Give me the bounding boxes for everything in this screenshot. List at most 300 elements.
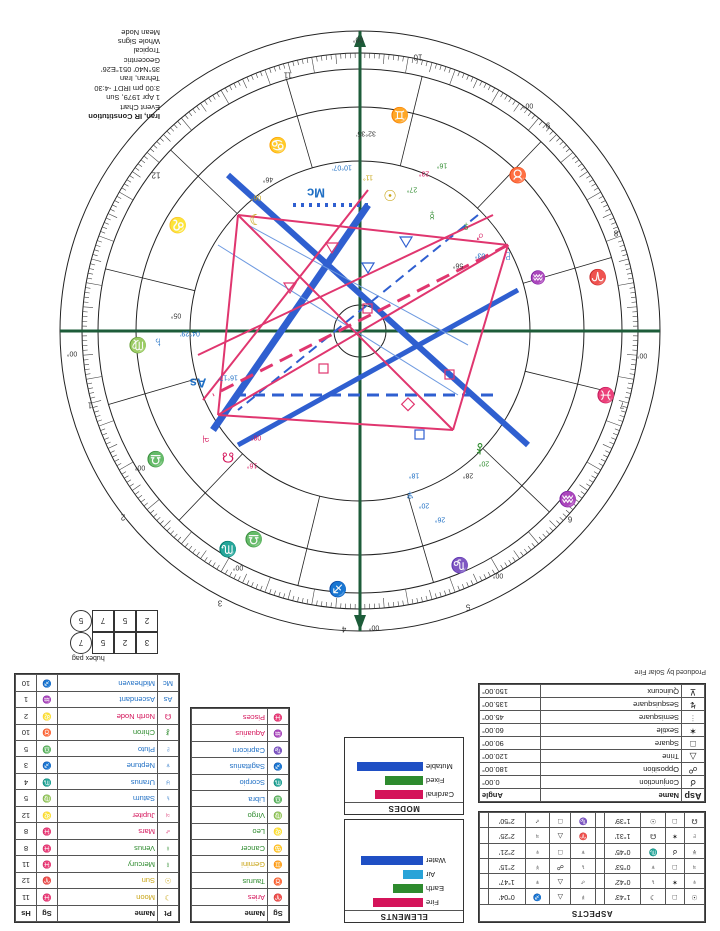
planet-name: North Node bbox=[58, 708, 158, 724]
planet-marker-chiron: ⚷ bbox=[474, 441, 486, 458]
inner-degree-mc: 32°35' bbox=[356, 129, 376, 137]
sign-name: Taurus bbox=[192, 872, 268, 888]
cell: ♄ bbox=[641, 874, 665, 889]
aspect-angle: 150.00° bbox=[480, 685, 541, 698]
wheel-svg bbox=[52, 17, 668, 645]
inner-degree-chiron: 28° bbox=[462, 471, 474, 479]
cell bbox=[480, 874, 489, 889]
sign-name: Capricorn bbox=[192, 741, 268, 757]
cusp-degree: 00° bbox=[66, 349, 78, 357]
table-row bbox=[16, 806, 179, 822]
hubex-cell: 2 bbox=[136, 610, 158, 632]
col-name: Name bbox=[58, 905, 158, 921]
house-number-12: 12 bbox=[151, 170, 161, 180]
house-number-7: 7 bbox=[619, 400, 625, 410]
table-row bbox=[480, 698, 705, 711]
planet-table-panel bbox=[14, 673, 180, 923]
mc-arrow bbox=[354, 615, 366, 631]
sign-table-panel bbox=[190, 707, 290, 923]
sign-glyph-sagittarius: ♐ bbox=[328, 580, 348, 597]
planet-name: Moon bbox=[58, 889, 158, 905]
cell bbox=[480, 858, 489, 873]
sign-glyph-leo: ♌ bbox=[168, 216, 188, 233]
element-bar bbox=[373, 898, 423, 907]
sign-glyph: ♌ bbox=[268, 823, 289, 839]
planet-sign: ♓ bbox=[37, 823, 58, 839]
element-row-water bbox=[348, 854, 460, 867]
aspect-name: Quincunx bbox=[541, 685, 682, 698]
col-name: Name bbox=[541, 789, 682, 802]
event-date: 1 Apr 1979, Sun bbox=[106, 93, 160, 103]
planet-sign: ♌ bbox=[37, 806, 58, 822]
planet-house: 10 bbox=[16, 675, 37, 692]
sign-name: Aquarius bbox=[192, 725, 268, 741]
mode-label: Mutable bbox=[426, 762, 453, 771]
cell: □ bbox=[550, 843, 571, 858]
sign-name: Gemini bbox=[192, 856, 268, 872]
planet-sign: ♐ bbox=[37, 757, 58, 773]
table-row bbox=[16, 708, 179, 724]
sign-glyph: ♉ bbox=[268, 872, 289, 888]
cell: ♃ bbox=[525, 828, 549, 843]
planet-glyph: ♆ bbox=[158, 757, 179, 773]
planet-name: Uranus bbox=[58, 773, 158, 789]
hubex-cell: 5 bbox=[70, 610, 92, 632]
aspect-grid-title: ASPECTS bbox=[480, 904, 705, 921]
cell: ♆ bbox=[641, 858, 665, 873]
planet-name: Mars bbox=[58, 823, 158, 839]
aspect-glyph: △ bbox=[682, 750, 705, 763]
col-pt: Pt bbox=[158, 905, 179, 921]
planet-name: Jupiter bbox=[58, 806, 158, 822]
planet-sign: ♓ bbox=[37, 889, 58, 905]
table-row bbox=[480, 828, 705, 843]
sign-name: Pisces bbox=[192, 709, 268, 726]
planet-degree-mars: 23° bbox=[418, 169, 430, 177]
cell: □ bbox=[665, 813, 684, 828]
cell: ♂ bbox=[571, 874, 595, 889]
cell bbox=[595, 889, 604, 904]
cusp-degree: 00° bbox=[492, 571, 504, 579]
cell: ♆ bbox=[525, 874, 549, 889]
table-row bbox=[16, 773, 179, 789]
cell: 1°43' bbox=[604, 889, 641, 904]
cell: ☉ bbox=[685, 889, 705, 904]
element-label: Earth bbox=[426, 884, 444, 893]
element-bar bbox=[361, 856, 423, 865]
planet-table bbox=[15, 674, 179, 922]
table-row bbox=[16, 790, 179, 806]
table-row bbox=[480, 843, 705, 858]
aspect-glyph: ⊻ bbox=[682, 685, 705, 698]
planet-marker-saturn: ♄ bbox=[152, 335, 164, 351]
planet-marker-venus: ♀ bbox=[460, 219, 472, 235]
sign-table bbox=[191, 708, 289, 922]
planet-degree-neptune: 18° bbox=[408, 471, 420, 479]
element-bar bbox=[403, 870, 423, 879]
planet-glyph: ♀ bbox=[158, 839, 179, 855]
sign-glyph-libra: ♎ bbox=[146, 450, 166, 467]
mode-bar bbox=[385, 776, 423, 785]
cell bbox=[480, 843, 489, 858]
mode-row-cardinal bbox=[348, 788, 460, 801]
cell: ✶ bbox=[665, 874, 684, 889]
planet-house: 5 bbox=[16, 741, 37, 757]
planet-house: 11 bbox=[16, 856, 37, 872]
element-row-earth bbox=[348, 882, 460, 895]
table-row bbox=[480, 685, 705, 698]
cell: ☊ bbox=[685, 813, 705, 828]
table-row bbox=[192, 709, 289, 726]
cell bbox=[595, 874, 604, 889]
aspect-angle: 120.00° bbox=[480, 750, 541, 763]
cell: ♇ bbox=[685, 828, 705, 843]
aspect-glyph: □ bbox=[682, 737, 705, 750]
table-row bbox=[480, 858, 705, 873]
table-row bbox=[480, 874, 705, 889]
sign-glyph: ♋ bbox=[268, 840, 289, 856]
modes-title: MODES bbox=[345, 802, 463, 814]
table-row bbox=[480, 776, 705, 789]
cell: □ bbox=[665, 858, 684, 873]
hubex-cell: 5 bbox=[92, 632, 114, 654]
cell bbox=[480, 813, 489, 828]
hubex-cell: 7 bbox=[70, 632, 92, 654]
table-row bbox=[16, 741, 179, 757]
house-number-2: 2 bbox=[120, 512, 126, 522]
planet-marker-sun: ☉ bbox=[383, 186, 397, 203]
table-row bbox=[480, 763, 705, 776]
cell bbox=[595, 858, 604, 873]
cell: □ bbox=[665, 889, 684, 904]
table-row bbox=[480, 711, 705, 724]
planet-degree-north-node: 16° bbox=[246, 461, 258, 469]
sign-glyph: ♏ bbox=[268, 774, 289, 790]
cusp-degree: 00° bbox=[636, 351, 648, 359]
planet-degree-mc: 10°07' bbox=[332, 163, 352, 171]
planet-house: 12 bbox=[16, 872, 37, 888]
event-system-node: Mean Node bbox=[121, 27, 160, 37]
cell bbox=[595, 813, 604, 828]
element-row-air bbox=[348, 868, 460, 881]
aspect-name: Opposition bbox=[541, 763, 682, 776]
aspect-grid-panel bbox=[478, 811, 706, 923]
cell bbox=[595, 843, 604, 858]
aspect-name: Semisquare bbox=[541, 711, 682, 724]
planet-glyph: ♇ bbox=[158, 741, 179, 757]
table-row bbox=[480, 750, 705, 763]
cell: 2°15' bbox=[488, 858, 525, 873]
planet-marker-aquarius-inner: ♒ bbox=[529, 270, 547, 285]
sign-glyph-scorpio: ♏ bbox=[218, 540, 238, 557]
cell: ✶ bbox=[665, 828, 684, 843]
aspect-angle: 180.00° bbox=[480, 763, 541, 776]
planet-degree-jupiter: 08° bbox=[250, 433, 262, 441]
hubex-cell: 2 bbox=[114, 632, 136, 654]
planet-house: 12 bbox=[16, 806, 37, 822]
aspect-angle: 90.00° bbox=[480, 737, 541, 750]
planet-glyph: As bbox=[158, 691, 179, 707]
sign-name: Leo bbox=[192, 823, 268, 839]
table-row bbox=[16, 872, 179, 888]
planet-name: Pluto bbox=[58, 741, 158, 757]
planet-name: Mercury bbox=[58, 856, 158, 872]
cusp-degree: 00° bbox=[522, 101, 534, 109]
inner-degree-saturn: 05° bbox=[170, 311, 182, 319]
sign-name: Aries bbox=[192, 889, 268, 905]
aspect-glyph: ↯ bbox=[682, 698, 705, 711]
mode-row-fixed bbox=[348, 774, 460, 787]
aspect-angle: 135.00° bbox=[480, 698, 541, 711]
planet-degree-pluto: 03° bbox=[474, 251, 486, 259]
cell: 1°31' bbox=[604, 828, 641, 843]
mode-row-mutable bbox=[348, 760, 460, 773]
sign-glyph-pisces: ♓ bbox=[596, 386, 616, 403]
cell: ♀ bbox=[525, 843, 549, 858]
event-system-geocentric: Geocentric bbox=[123, 55, 160, 65]
planet-house: 10 bbox=[16, 724, 37, 740]
mode-label: Fixed bbox=[426, 776, 445, 785]
hubex-label: hubex pag bbox=[72, 654, 105, 661]
table-row bbox=[192, 725, 289, 741]
planet-house: 1 bbox=[16, 691, 37, 707]
planet-name: Venus bbox=[58, 839, 158, 855]
planet-marker-mercury: ☿ bbox=[426, 207, 438, 223]
sign-glyph: ♓ bbox=[268, 709, 289, 726]
aspect-angle: 60.00° bbox=[480, 724, 541, 737]
col-name: Name bbox=[192, 905, 268, 921]
sign-glyph-capricorn: ♑ bbox=[450, 556, 470, 573]
sign-name: Cancer bbox=[192, 840, 268, 856]
aspect-name: Sextile bbox=[541, 724, 682, 737]
producer-credit: Produced by Solar Fire bbox=[634, 668, 706, 675]
planet-name: Saturn bbox=[58, 790, 158, 806]
planet-glyph: ☉ bbox=[158, 872, 179, 888]
planet-house: 5 bbox=[16, 790, 37, 806]
planet-glyph: ♅ bbox=[158, 773, 179, 789]
aspect-glyph: ☌ bbox=[682, 776, 705, 789]
planet-marker-ascendant: As bbox=[189, 375, 207, 391]
event-system-houses: Whole Signs bbox=[117, 37, 160, 46]
table-row bbox=[192, 856, 289, 872]
house-number-1: 1 bbox=[87, 400, 93, 410]
planet-house: 2 bbox=[16, 708, 37, 724]
cell: ☉ bbox=[641, 813, 665, 828]
aspect-name: Sesquisquare bbox=[541, 698, 682, 711]
planet-degree-saturn: 04°29' bbox=[180, 329, 200, 337]
col-angle: Angle bbox=[480, 789, 541, 802]
event-subtitle: Event Chart bbox=[120, 102, 160, 112]
planet-marker-pluto: ♇ bbox=[502, 249, 514, 265]
cell: △ bbox=[550, 874, 571, 889]
cell: 2°50' bbox=[488, 813, 525, 828]
planet-name: Ascendant bbox=[58, 691, 158, 707]
inner-degree-pluto: 56° bbox=[452, 261, 464, 269]
cell: ☿ bbox=[525, 858, 549, 873]
table-row bbox=[192, 823, 289, 839]
planet-marker-jupiter: ♃ bbox=[200, 432, 212, 448]
planet-glyph: ♃ bbox=[158, 806, 179, 822]
planet-marker-mars: ♂ bbox=[474, 229, 486, 245]
hubex-cell: 5 bbox=[114, 610, 136, 632]
planet-degree-moon: 06° bbox=[250, 193, 262, 201]
planet-name: Neptune bbox=[58, 757, 158, 773]
planet-glyph: ♄ bbox=[158, 790, 179, 806]
table-row bbox=[192, 774, 289, 790]
mode-bar bbox=[375, 790, 423, 799]
table-row bbox=[480, 724, 705, 737]
planet-house: 3 bbox=[16, 757, 37, 773]
aspect-grid-table bbox=[479, 812, 705, 922]
planet-glyph: ☿ bbox=[158, 856, 179, 872]
planet-name: Sun bbox=[58, 872, 158, 888]
sign-glyph: ♈ bbox=[268, 889, 289, 905]
planet-sign: ♍ bbox=[37, 790, 58, 806]
house-number-9: 9 bbox=[545, 120, 551, 130]
col-asp: Asp bbox=[682, 789, 705, 802]
table-row bbox=[480, 737, 705, 750]
cusp-degree: 00° bbox=[368, 623, 380, 631]
table-row bbox=[480, 813, 705, 828]
cusp-degree: 00° bbox=[352, 35, 364, 43]
sign-glyph: ♒ bbox=[268, 725, 289, 741]
table-row bbox=[16, 839, 179, 855]
cell: ♀ bbox=[685, 874, 705, 889]
planet-name: Chiron bbox=[58, 724, 158, 740]
sign-name: Scorpio bbox=[192, 774, 268, 790]
cell: 2°25' bbox=[488, 828, 525, 843]
cell: 1°39' bbox=[604, 813, 641, 828]
table-row bbox=[16, 675, 179, 692]
table-row bbox=[16, 757, 179, 773]
col-sg: Sg bbox=[37, 905, 58, 921]
sign-glyph: ♍ bbox=[268, 807, 289, 823]
table-row bbox=[16, 889, 179, 905]
cell: 0°04' bbox=[488, 889, 525, 904]
astrology-chart-wheel bbox=[52, 17, 668, 645]
house-number-5: 5 bbox=[465, 602, 471, 612]
modes-panel bbox=[344, 737, 464, 815]
sign-glyph-virgo: ♍ bbox=[128, 336, 148, 353]
cell: ☍ bbox=[550, 858, 571, 873]
event-coords: 35°N40' 051°E26' bbox=[101, 65, 160, 75]
table-row bbox=[192, 741, 289, 757]
inner-degree-moon: 46° bbox=[262, 175, 274, 183]
element-bar bbox=[393, 884, 423, 893]
planet-sign: ♉ bbox=[37, 724, 58, 740]
mode-label: Cardinal bbox=[426, 790, 454, 799]
table-row bbox=[192, 807, 289, 823]
cell: △ bbox=[550, 828, 571, 843]
planet-sign: ♐ bbox=[37, 675, 58, 692]
planet-degree-mercury: 27° bbox=[406, 185, 418, 193]
event-system-tropical: Tropical bbox=[133, 46, 160, 56]
cusp-degree: 00° bbox=[134, 463, 146, 471]
cell: 2°21' bbox=[488, 843, 525, 858]
planet-sign: ♓ bbox=[37, 839, 58, 855]
cell: ♄ bbox=[571, 858, 595, 873]
planet-marker-moon: ☽ bbox=[249, 210, 263, 227]
sign-glyph-cancer: ♋ bbox=[268, 136, 288, 153]
sign-glyph: ♑ bbox=[268, 741, 289, 757]
event-time: 3:00 pm IRDT -4:30 bbox=[94, 83, 160, 93]
cell: ♐ bbox=[525, 889, 549, 904]
planet-glyph: ⚷ bbox=[158, 724, 179, 740]
aspect-angle: 45.00° bbox=[480, 711, 541, 724]
planet-sign: ♌ bbox=[37, 708, 58, 724]
cell bbox=[480, 889, 489, 904]
house-number-6: 6 bbox=[567, 514, 573, 524]
planet-house: 8 bbox=[16, 839, 37, 855]
planet-marker-mc: Mc bbox=[306, 185, 326, 201]
cell: ☿ bbox=[571, 889, 595, 904]
cell: ♏ bbox=[641, 843, 665, 858]
aspect-glyph: ⫶ bbox=[682, 711, 705, 724]
house-number-10: 10 bbox=[413, 52, 423, 62]
aspect-glyph: ✶ bbox=[682, 724, 705, 737]
cell: 0°53' bbox=[604, 858, 641, 873]
sign-glyph: ♊ bbox=[268, 856, 289, 872]
element-row-fire bbox=[348, 896, 460, 909]
cell: ♑ bbox=[571, 813, 595, 828]
planet-degree-uranus: 26° bbox=[434, 515, 446, 523]
planet-glyph: ☊ bbox=[158, 708, 179, 724]
planet-marker-neptune: ♆ bbox=[404, 486, 416, 504]
element-label: Fire bbox=[426, 898, 439, 907]
aspects-legend-panel bbox=[478, 683, 706, 803]
table-row bbox=[480, 889, 705, 904]
planet-sign: ♈ bbox=[37, 872, 58, 888]
sign-glyph: ♎ bbox=[268, 791, 289, 807]
table-row bbox=[16, 823, 179, 839]
event-place: Tehran, Iran bbox=[119, 74, 160, 84]
cell: ♈ bbox=[571, 828, 595, 843]
cell: ☽ bbox=[641, 889, 665, 904]
house-number-8: 8 bbox=[613, 228, 619, 238]
hubex-cell: 7 bbox=[92, 610, 114, 632]
planet-glyph: Mc bbox=[158, 675, 179, 692]
mode-bar bbox=[357, 762, 423, 771]
planet-sign: ♏ bbox=[37, 773, 58, 789]
table-row bbox=[192, 791, 289, 807]
hubex-cell: 3 bbox=[136, 632, 158, 654]
sign-name: Sagittarius bbox=[192, 758, 268, 774]
cell: ☌ bbox=[665, 843, 684, 858]
aspects-legend-table bbox=[479, 684, 705, 802]
event-title: Iran, IR Constitution bbox=[88, 112, 160, 121]
house-number-3: 3 bbox=[217, 598, 223, 608]
aspect-glyph: ☍ bbox=[682, 763, 705, 776]
sign-glyph-gemini: ♊ bbox=[390, 106, 410, 123]
cell: △ bbox=[550, 889, 571, 904]
sign-name: Virgo bbox=[192, 807, 268, 823]
sign-glyph-taurus: ♉ bbox=[508, 166, 528, 183]
table-row bbox=[192, 889, 289, 905]
planet-name: Midheaven bbox=[58, 675, 158, 692]
table-row bbox=[192, 758, 289, 774]
table-row bbox=[192, 872, 289, 888]
col-hs: Hs bbox=[16, 905, 37, 921]
table-row bbox=[192, 840, 289, 856]
sign-glyph-aries: ♈ bbox=[588, 268, 608, 285]
planet-degree-sun: 11° bbox=[362, 173, 374, 181]
planet-glyph: ☽ bbox=[158, 889, 179, 905]
cell: ☊ bbox=[641, 828, 665, 843]
sign-name: Libra bbox=[192, 791, 268, 807]
sign-glyph-aquarius: ♒ bbox=[558, 490, 578, 507]
planet-marker-north-node: ☊ bbox=[221, 449, 235, 466]
elements-title: ELEMENTS bbox=[345, 910, 463, 922]
